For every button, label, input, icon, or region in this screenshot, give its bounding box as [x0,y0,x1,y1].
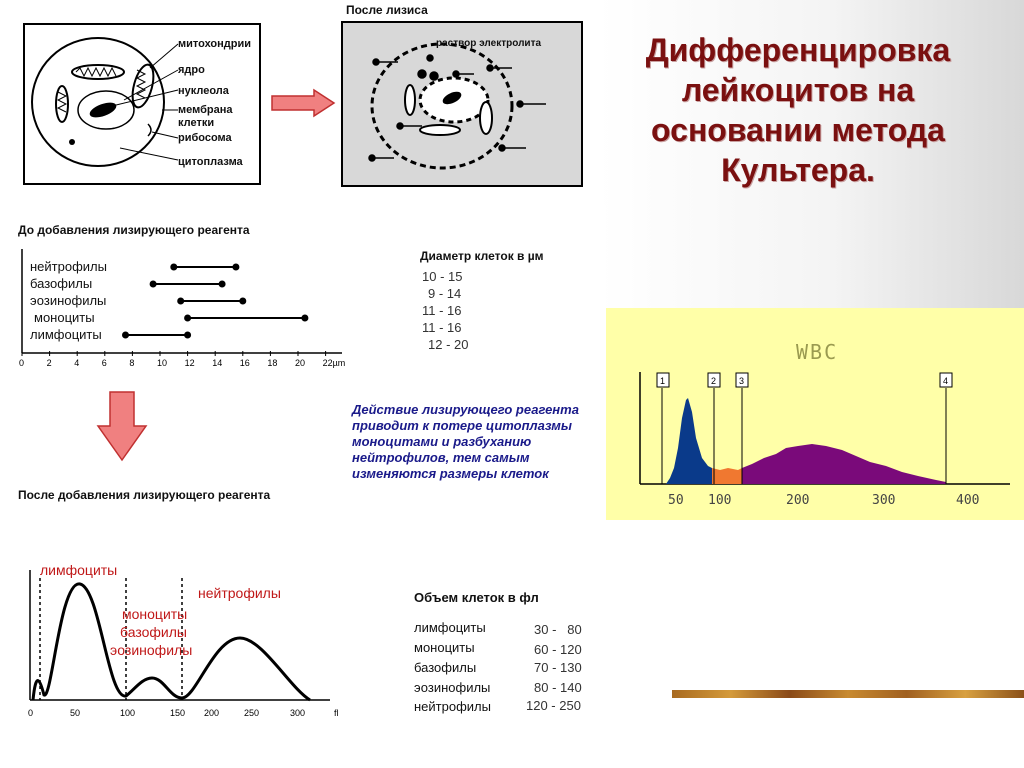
title-line-4: Культера [721,152,866,188]
volume-tick-200: 200 [204,708,220,718]
wbc-lymphocyte-area [666,398,712,484]
diameter-x-tick-label: 14 [212,358,223,368]
diameter-range-endpoint [170,264,177,271]
diameter-range-endpoint [301,315,308,322]
volume-tick-0: 0 [28,708,34,718]
wbc-mid-area [712,468,742,484]
volume-heading: После добавления лизирующего реагента [18,488,271,502]
label-membrane: мембрана [178,104,233,116]
volume-name-3: эозинофилы [414,680,491,695]
wbc-tick-300: 300 [872,493,896,508]
volume-range-2: 70 - 130 [534,660,582,675]
volume-tick-150: 150 [170,708,186,718]
diameter-x-tick-label: 22µm [322,358,346,368]
peak-label-neutrophils: нейтрофилы [198,585,281,601]
lysis-diagram-panel [336,0,598,200]
wbc-title: WBC [796,340,839,364]
lysis-heading: После лизиса [346,3,428,17]
electrolyte-label: раствор электролита [436,38,542,49]
diameter-x-tick-label: 10 [157,358,168,368]
diameter-x-tick-label: 12 [184,358,195,368]
diameter-x-tick-label: 18 [267,358,278,368]
volume-tick-100: 100 [120,708,136,718]
diameter-name-eosinophils: эозинофилы [30,293,107,308]
label-mitochondria: митохондрии [178,38,252,50]
diameter-range-0: 10 - 15 [422,269,463,284]
wbc-tick-50: 50 [668,493,684,508]
diameter-name-basophils: базофилы [30,276,93,291]
volume-table-heading: Объем клеток в фл [414,590,539,605]
diameter-range-endpoint [122,332,129,339]
diameter-x-tick-label: 4 [74,358,80,368]
diameter-x-tick-label: 8 [129,358,135,368]
wbc-tick-200: 200 [786,493,810,508]
decorative-strip [672,690,1024,698]
wbc-marker-labels [660,376,948,386]
volume-tick-250: 250 [244,708,260,718]
title-dot: . [866,152,875,188]
volume-name-2: базофилы [414,660,477,675]
peak-label-lymphocytes: лимфоциты [40,562,118,578]
diameter-range-endpoint [184,315,191,322]
label-cytoplasm: цитоплазма [178,156,243,168]
diameter-range-endpoint [150,281,157,288]
volume-range-1: 60 - 120 [534,642,582,657]
volume-range-3: 80 - 140 [534,680,582,695]
right-arrow-icon [270,88,336,118]
title-line-1: Дифференцировка [645,32,951,68]
title-line-3: основании метода [651,112,945,148]
diameter-name-monocytes: моноциты [34,310,95,325]
label-nucleolus: нуклеола [178,85,229,97]
volume-tick-50: 50 [70,708,81,718]
diameter-x-tick-label: 2 [46,358,52,368]
volume-name-4: нейтрофилы [414,699,491,714]
wbc-x-ticks [668,493,979,508]
wbc-marker-3: 3 [739,376,745,386]
slide-title [608,30,988,190]
label-nucleus: ядро [178,64,205,76]
volume-range-0: 30 - 80 [534,622,582,637]
diameter-name-neutrophils: нейтрофилы [30,259,107,274]
diameter-x-tick-label: 0 [19,358,25,368]
diameter-range-endpoint [177,298,184,305]
diameter-range-endpoint [219,281,226,288]
diameter-x-tick-label: 20 [295,358,306,368]
diameter-x-tick-label: 6 [101,358,107,368]
wbc-marker-1: 1 [660,376,666,386]
wbc-tick-100: 100 [708,493,732,508]
diameter-range-endpoint [184,332,191,339]
volume-name-0: лимфоциты [414,620,486,635]
diameter-range-4: 12 - 20 [428,337,469,352]
title-line-2: лейкоцитов на [681,72,915,108]
peak-label-basophils: базофилы [120,624,187,640]
wbc-granulocyte-area [742,444,946,484]
diameter-x-tick-label: 16 [239,358,250,368]
down-arrow-icon [96,390,148,462]
label-ribosome: рибосома [178,132,232,144]
diameter-heading: До добавления лизирующего реагента [18,223,250,237]
diameter-range-1: 9 - 14 [428,286,462,301]
diameter-name-lymphocytes: лимфоциты [30,327,102,342]
label-cell: клетки [178,117,215,129]
diameter-range-chart [0,205,380,375]
wbc-marker-4: 4 [943,376,949,386]
volume-name-1: моноциты [414,640,475,655]
diameter-range-3: 11 - 16 [422,320,462,335]
diameter-range-2: 11 - 16 [422,303,462,318]
diameter-range-endpoint [232,264,239,271]
diameter-table-heading: Диаметр клеток в µм [420,249,544,263]
diameter-range-endpoint [239,298,246,305]
wbc-marker-2: 2 [711,376,717,386]
peak-label-eosinophils: эозинофилы [110,642,193,658]
volume-tick-300: 300 [290,708,306,718]
volume-x-ticks [28,708,339,718]
wbc-panel [606,308,1024,520]
volume-range-4: 120 - 250 [526,698,581,713]
wbc-tick-400: 400 [956,493,980,508]
lysis-note: Действие лизирующего реагента приводит к потере цитоплазмы моноцитами и разбуханию нейтрофилов, тем самым изменяются размеры клеток [352,402,579,481]
diameter-panel [0,205,606,375]
volume-tick-unit: fl [334,708,339,718]
peak-label-monocytes: моноциты [122,606,188,622]
wbc-histogram [606,308,1024,520]
